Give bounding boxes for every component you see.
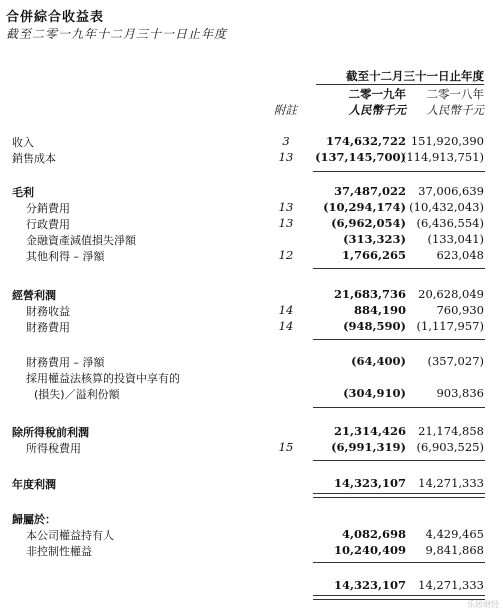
row-finance-income (0, 303, 503, 317)
note-column-header: 附註 (274, 103, 297, 117)
subtotal-rule (313, 407, 404, 408)
subtotal-rule (313, 171, 404, 172)
value-2019: (313,323) (343, 232, 406, 246)
value-2019: 21,314,426 (333, 424, 406, 438)
value-2018: 151,920,390 (410, 134, 484, 148)
row-label: 所得稅費用 (26, 442, 81, 455)
value-2018: (10,432,043) (409, 200, 484, 214)
subtotal-rule (397, 171, 485, 172)
row-label: 本公司權益持有人 (26, 529, 114, 542)
unit-2018-header: 人民幣千元 (426, 103, 484, 117)
value-2019: 10,240,409 (333, 543, 406, 557)
row-note: 14 (278, 303, 294, 317)
value-2019: 14,323,107 (333, 578, 406, 592)
row-distribution-costs (0, 200, 503, 214)
value-2018: (133,041) (427, 232, 484, 246)
row-admin-expenses (0, 216, 503, 230)
value-2018: (114,913,751) (401, 150, 484, 164)
value-2019: 4,082,698 (341, 527, 406, 541)
row-note: 13 (278, 200, 294, 214)
subtotal-rule (397, 562, 485, 563)
row-cost-of-sales (0, 150, 503, 164)
value-2018: 4,429,465 (425, 527, 484, 541)
value-2019: 14,323,107 (333, 476, 406, 490)
total-double-rule (397, 493, 485, 498)
value-2018: 14,271,333 (418, 578, 484, 592)
value-2018: 903,836 (436, 386, 484, 400)
subtotal-rule (397, 407, 485, 408)
unit-2019-header: 人民幣千元 (348, 103, 406, 117)
value-2019: (10,294,174) (323, 200, 406, 214)
value-2018: (6,436,554) (416, 216, 484, 230)
value-2019: (6,962,054) (331, 216, 406, 230)
row-impairment-losses (0, 232, 503, 246)
row-attributable-to (0, 511, 503, 525)
value-2018: 21,174,858 (418, 424, 484, 438)
value-2018: (1,117,957) (416, 319, 484, 333)
row-note: 3 (282, 134, 290, 148)
row-operating-profit (0, 287, 503, 301)
watermark-text: 乐居财经 (467, 600, 499, 609)
row-note: 12 (278, 248, 294, 262)
value-2019: (64,400) (351, 354, 406, 368)
value-2019: 174,632,722 (325, 134, 406, 148)
row-total-attributable (0, 578, 503, 592)
subtotal-rule (313, 562, 404, 563)
row-profit-for-year (0, 476, 503, 490)
period-header: 截至十二月三十一日止年度 (346, 69, 484, 83)
row-label: 歸屬於： (12, 513, 56, 526)
row-label: 收入 (12, 136, 34, 149)
value-2019: 884,190 (353, 303, 406, 317)
row-share-of-results (0, 386, 503, 400)
value-2018: 20,628,049 (418, 287, 484, 301)
row-note: 15 (278, 440, 294, 454)
value-2019: 1,766,265 (341, 248, 406, 262)
row-label: 金融資產減值損失淨額 (26, 234, 136, 247)
period-header-rule (316, 84, 484, 85)
subtotal-rule (313, 460, 404, 461)
total-double-rule (313, 493, 404, 498)
subtotal-rule (397, 460, 485, 461)
value-2018: 623,048 (436, 248, 484, 262)
subtotal-rule (397, 339, 485, 340)
row-note: 13 (278, 216, 294, 230)
year-2018-header: 二零一八年 (426, 87, 484, 101)
row-label: 採用權益法核算的投資中享有的 (26, 372, 180, 385)
value-2019: (304,910) (343, 386, 406, 400)
statement-title: 合併綜合收益表 (6, 10, 105, 25)
value-2018: (357,027) (427, 354, 484, 368)
row-owners-of-company (0, 527, 503, 541)
row-finance-costs-net (0, 354, 503, 368)
row-label: 年度利潤 (12, 478, 56, 491)
row-label: 其他利得 – 淨額 (26, 250, 105, 263)
value-2018: 9,841,868 (425, 543, 484, 557)
row-label: 分銷費用 (26, 202, 70, 215)
value-2018: 14,271,333 (418, 476, 484, 490)
row-label: 毛利 (12, 186, 34, 199)
row-label: 行政費用 (26, 218, 70, 231)
row-finance-costs (0, 319, 503, 333)
value-2019: 37,487,022 (333, 184, 406, 198)
row-note: 14 (278, 319, 294, 333)
value-2019: (6,991,319) (331, 440, 406, 454)
row-revenue (0, 134, 503, 148)
row-equity-method-line1 (0, 370, 503, 384)
value-2018: (6,903,525) (416, 440, 484, 454)
row-label: 財務費用 – 淨額 (26, 356, 105, 369)
value-2018: 37,006,639 (418, 184, 484, 198)
value-2018: 760,930 (436, 303, 484, 317)
row-label: 財務收益 (26, 305, 70, 318)
value-2019: (137,145,700) (315, 150, 406, 164)
row-profit-before-tax (0, 424, 503, 438)
row-gross-profit (0, 184, 503, 198)
row-note: 13 (278, 150, 294, 164)
subtotal-rule (313, 339, 404, 340)
total-double-rule (313, 595, 404, 600)
row-label: 經營利潤 (12, 289, 56, 302)
year-2019-header: 二零一九年 (348, 87, 406, 101)
row-non-controlling-interests (0, 543, 503, 557)
row-label: 非控制性權益 (26, 545, 92, 558)
value-2019: 21,683,736 (333, 287, 406, 301)
statement-subtitle: 截至二零一九年十二月三十一日止年度 (6, 27, 228, 41)
value-2019: (948,590) (343, 319, 406, 333)
row-income-tax (0, 440, 503, 454)
row-other-gains (0, 248, 503, 262)
subtotal-rule (313, 268, 404, 269)
row-label: 除所得稅前利潤 (12, 426, 89, 439)
row-label: 銷售成本 (12, 152, 56, 165)
row-label: (損失)／溢利份額 (34, 388, 120, 401)
row-label: 財務費用 (26, 321, 70, 334)
subtotal-rule (397, 268, 485, 269)
